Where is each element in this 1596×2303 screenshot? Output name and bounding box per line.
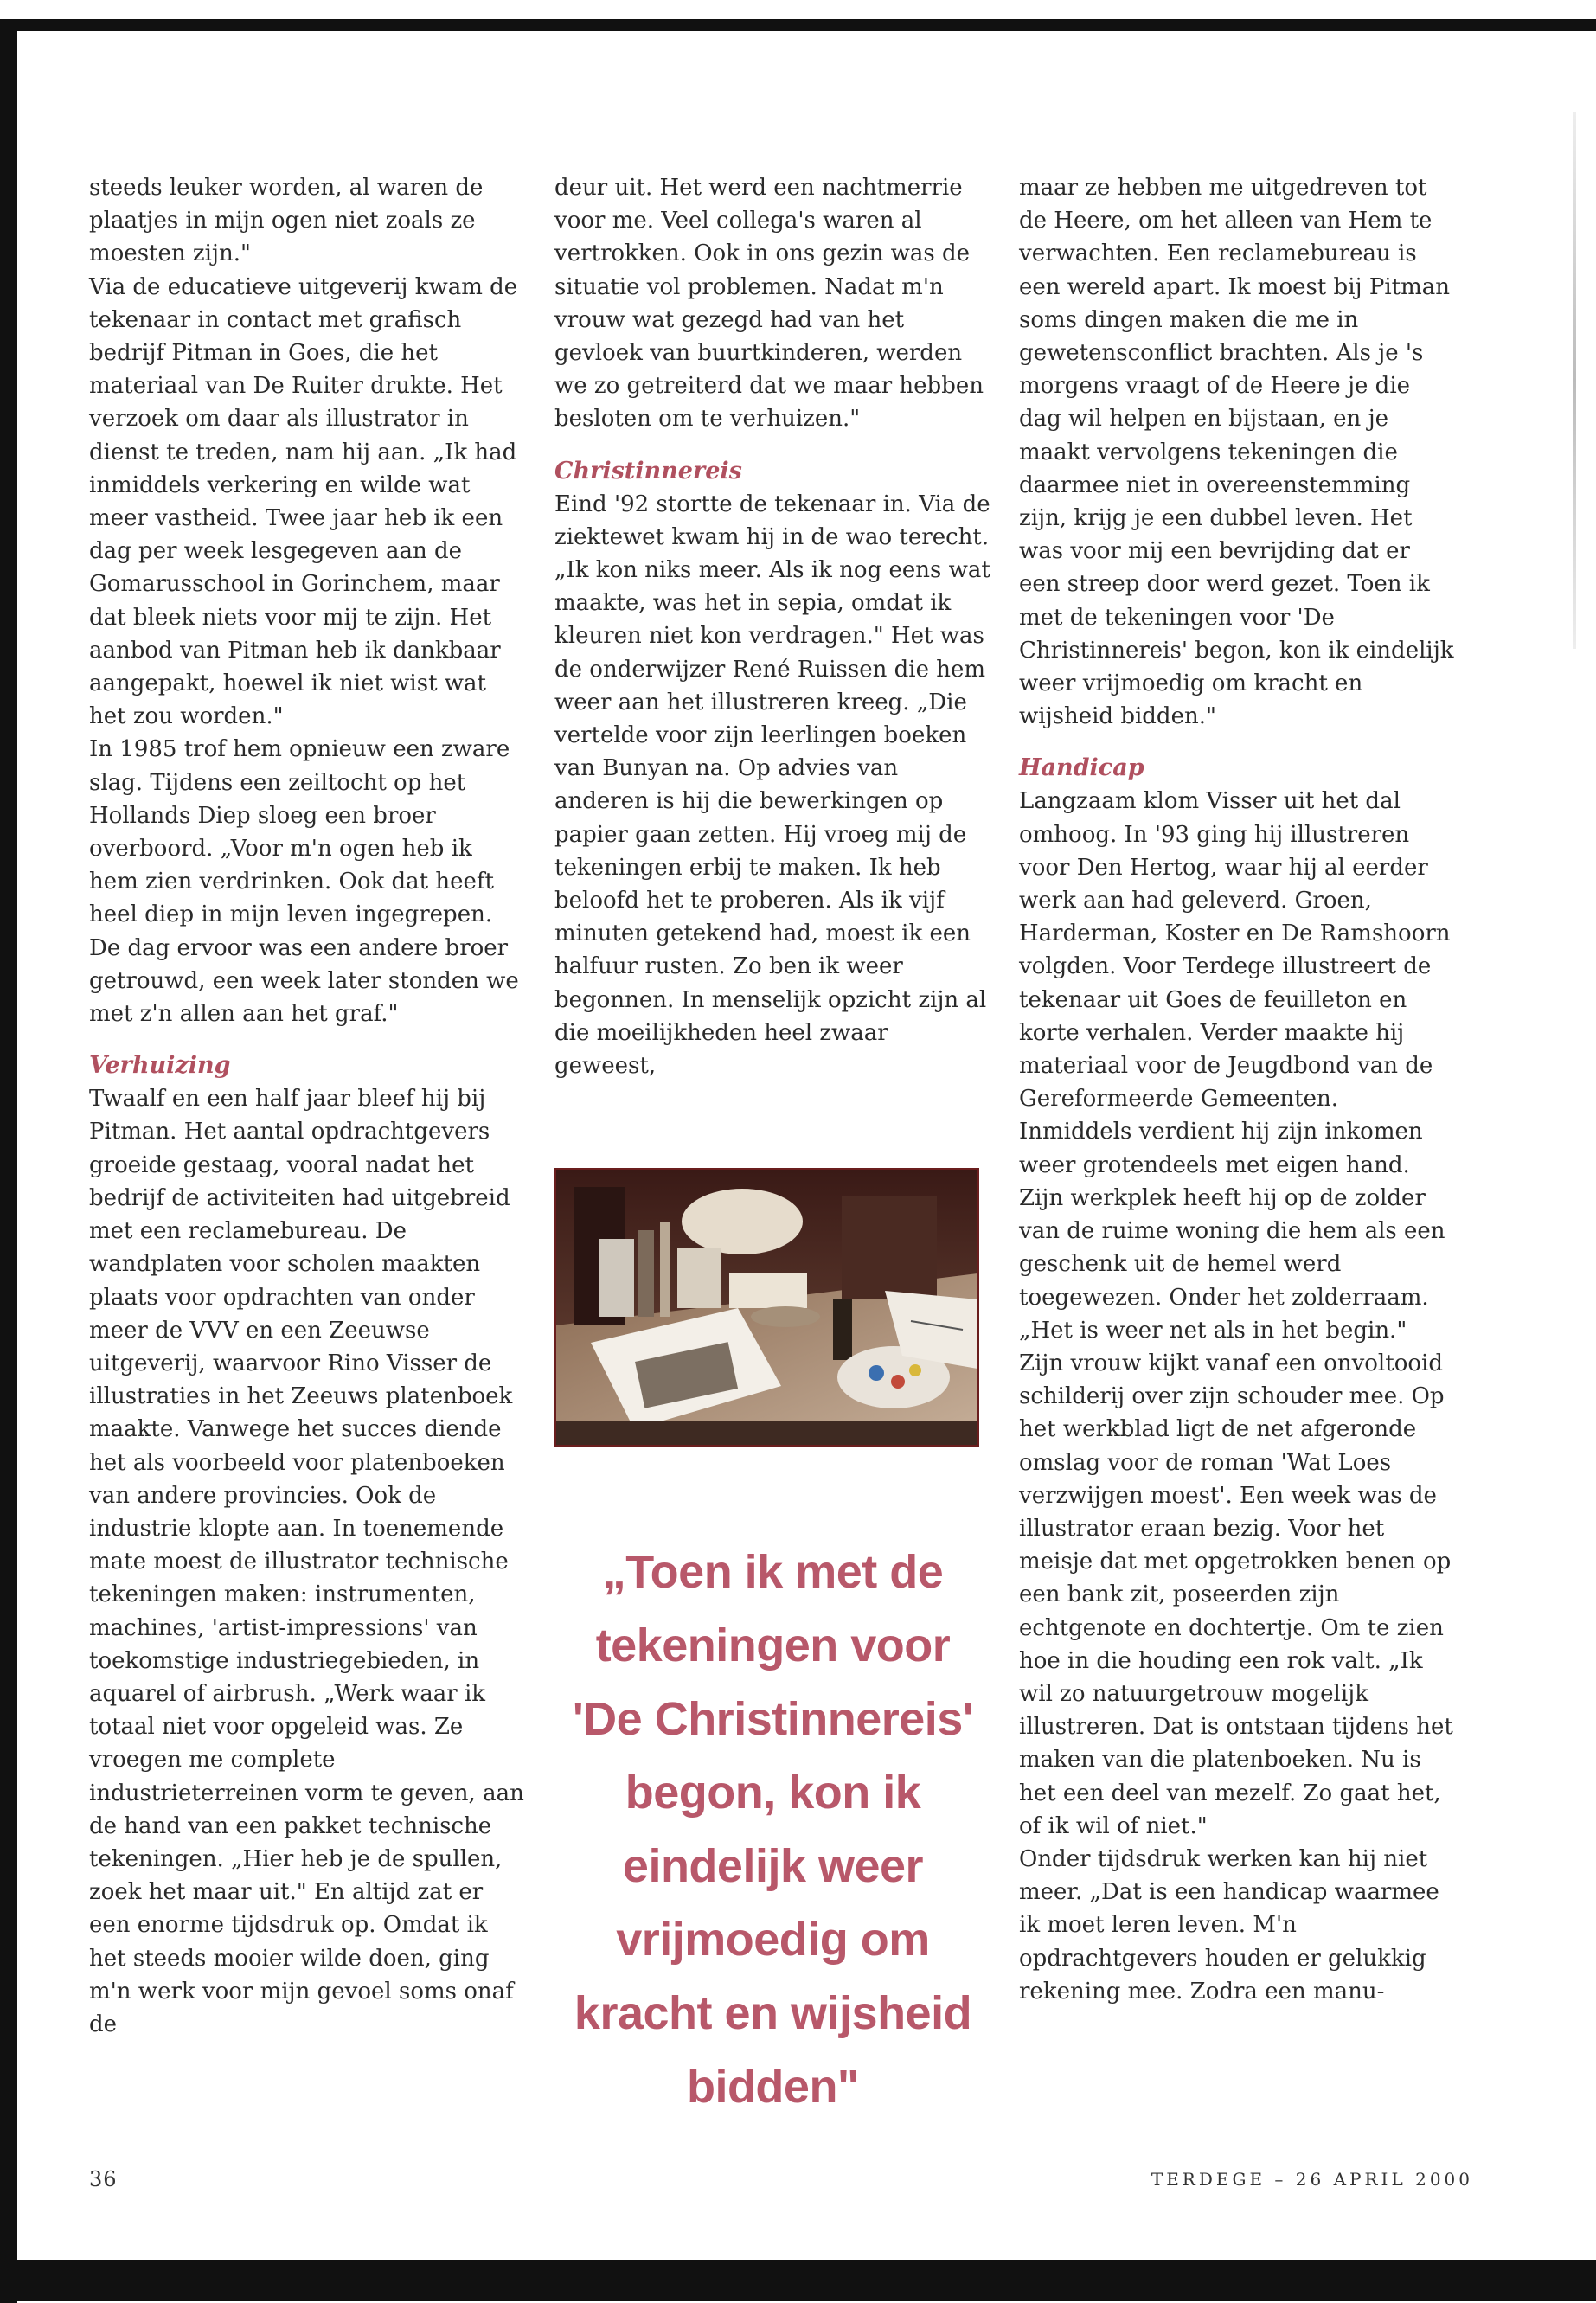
running-title: TERDEGE – 26 APRIL 2000 xyxy=(1151,2169,1473,2190)
pull-quote-line: 'De Christinnereis' xyxy=(572,1693,974,1745)
pull-quote-line: tekeningen voor xyxy=(595,1620,951,1671)
scan-border-bottom xyxy=(0,2260,1596,2301)
scan-border-top xyxy=(0,19,1596,31)
body-paragraph: Langzaam klom Visser uit het dal omhoog. In '93 ging hij illustreren voor Den Hertog, waar hij al eerder werk aan had geleverd. Groen, Harderman, Koster en De Ramshoorn volgden. Voor Terdege illustreert de tekenaar uit Goes de feuilleton en korte verhalen. Verder maakte hij materiaal voor de Jeugdbond van de Gereformeerde Gemeenten. Inmiddels verdient hij zijn inkomen weer grotendeels met eigen hand. xyxy=(1019,788,1451,1178)
body-paragraph: steeds leuker worden, al waren de plaatjes in mijn ogen niet zoals ze moesten zijn." xyxy=(89,175,484,267)
section-heading: Handicap xyxy=(1019,754,1144,782)
page-number: 36 xyxy=(89,2167,118,2191)
pull-quote-line: „Toen ik met de xyxy=(602,1546,944,1598)
section-heading: Christinnereis xyxy=(554,457,742,484)
body-paragraph: Onder tijdsdruk werken kan hij niet meer. „Dat is een handicap waarmee ik moet leren leven. M'n opdrachtgevers houden er gelukkig rekening mee. Zodra een manu- xyxy=(1019,1845,1439,2005)
text-column-2 xyxy=(554,171,991,1082)
section-heading: Verhuizing xyxy=(89,1052,231,1080)
body-paragraph: Eind '92 stortte de tekenaar in. Via de ziektewet kwam hij in de wao terecht. „Ik kon niks meer. Als ik nog eens wat maakte, was het in sepia, omdat ik kleuren niet kon verdragen." Het was de onderwijzer René Ruissen die hem weer aan het illustreren kreeg. „Die vertelde voor zijn leerlingen boeken van Bunyan na. Op advies van anderen is hij die bewerkingen op papier gaan zetten. Hij vroeg mij de tekeningen erbij te maken. Ik heb beloofd het te proberen. Als ik vijf minuten getekend had, moest ik een halfuur rusten. Zo ben ik weer begonnen. In menselijk opzicht zijn al die moeilijkheden heel zwaar geweest, xyxy=(554,491,990,1080)
workspace-photo xyxy=(554,1168,979,1447)
body-paragraph: In 1985 trof hem opnieuw een zware slag. Tijdens een zeiltocht op het Hollands Diep sloeg een broer overboord. „Voor m'n ogen heb ik hem zien verdrinken. Ook dat heeft heel diep in mijn leven ingegrepen. De dag ervoor was een andere broer getrouwd, een week later stonden we met z'n allen aan het graf." xyxy=(89,736,519,1028)
text-column-3 xyxy=(1019,171,1456,2008)
scan-border-left xyxy=(0,19,17,2303)
body-paragraph: Zijn werkplek heeft hij op de zolder van de ruime woning die hem als een geschenk uit de hemel werd toegewezen. Onder het zolderraam. „Het is weer net als in het begin." Zijn vrouw kijkt vanaf een onvoltooid schilderij over zijn schouder mee. Op het werkblad ligt de net afgeronde omslag voor de roman 'Wat Loes verzwijgen moest'. Een week was de illustrator eraan bezig. Voor het meisje dat met opgetrokken benen op een bank zit, poseerden zijn echtgenote en dochtertje. Om te zien hoe in die houding een rok valt. „Ik wil zo natuurgetrouw mogelijk illustreren. Dat is ontstaan tijdens het maken van die platenboeken. Nu is het een deel van mezelf. Zo gaat het, of ik wil of niet." xyxy=(1019,1184,1453,1839)
pull-quote-line: vrijmoedig om xyxy=(616,1914,930,1966)
body-paragraph: Via de educatieve uitgeverij kwam de tekenaar in contact met grafisch bedrijf Pitman in Goes, die het materiaal van De Ruiter drukte. Het verzoek om daar als illustrator in dienst te treden, nam hij aan. „Ik had inmiddels verkering en wilde wat meer vastheid. Twee jaar heb ik een dag per week lesgegeven aan de Gomarusschool in Gorinchem, maar dat bleek niets voor mij te zijn. Het aanbod van Pitman heb ik dankbaar aangepakt, hoewel ik niet wist wat het zou worden." xyxy=(89,273,518,730)
pull-quote-line: kracht en wijsheid xyxy=(574,1987,972,2039)
text-column-1 xyxy=(89,171,526,2041)
photo-image xyxy=(556,1170,977,1445)
scan-edge-shadow xyxy=(1573,112,1576,649)
body-paragraph: maar ze hebben me uitgedreven tot de Heere, om het alleen van Hem te verwachten. Een reclamebureau is een wereld apart. Ik moest bij Pitman soms dingen maken die me in gewetensconflict brachten. Als je 's morgens vraagt of de Heere je die dag wil helpen en bijstaan, en je maakt vervolgens tekeningen die daarmee niet in overeenstemming zijn, krijg je een dubbel leven. Het was voor mij een bevrijding dat er een streep door werd gezet. Toen ik met de tekeningen voor 'De Christinnereis' begon, kon ik eindelijk weer vrijmoedig om kracht en wijsheid bidden." xyxy=(1019,175,1454,730)
pull-quote-line: begon, kon ik xyxy=(625,1767,921,1819)
pull-quote-line: bidden" xyxy=(686,2061,860,2113)
pull-quote xyxy=(554,1536,991,2124)
pull-quote-line: eindelijk weer xyxy=(622,1840,924,1892)
body-paragraph: deur uit. Het werd een nachtmerrie voor me. Veel collega's waren al vertrokken. Ook in ons gezin was de situatie vol problemen. Nadat m'n vrouw wat gezegd had van het gevloek van buurtkinderen, werden we zo getreiterd dat we maar hebben besloten om te verhuizen." xyxy=(554,175,984,433)
body-paragraph: Twaalf en een half jaar bleef hij bij Pitman. Het aantal opdrachtgevers groeide gestaag, vooral nadat het bedrijf de activiteiten had uitgebreid met een reclamebureau. De wandplaten voor scholen maakten plaats voor opdrachten van onder meer de VVV en een Zeeuwse uitgeverij, waarvoor Rino Visser de illustraties in het Zeeuws platenboek maakte. Vanwege het succes diende het als voorbeeld voor platenboeken van andere provincies. Ook de industrie klopte aan. In toenemende mate moest de illustrator technische tekeningen maken: instrumenten, machines, 'artist-impressions' van toekomstige industriegebieden, in aquarel of airbrush. „Werk waar ik totaal niet voor opgeleid was. Ze vroegen me complete industrieterreinen vorm te geven, aan de hand van een pakket technische tekeningen. „Hier heb je de spullen, zoek het maar uit." En altijd zat er een enorme tijdsdruk op. Omdat ik het steeds mooier wilde doen, ging m'n werk voor mijn gevoel soms onaf de xyxy=(89,1086,524,2037)
